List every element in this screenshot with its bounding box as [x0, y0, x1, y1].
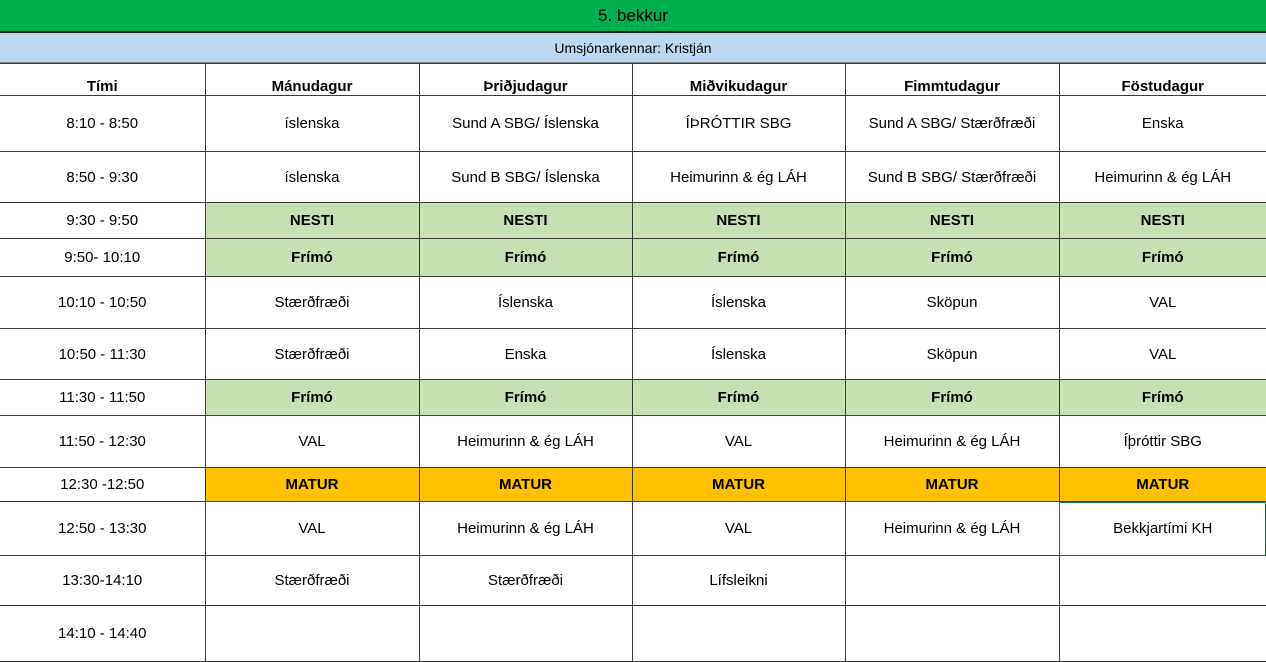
- schedule-cell[interactable]: VAL: [205, 416, 419, 468]
- schedule-cell[interactable]: ÍÞRÓTTIR SBG: [632, 96, 845, 152]
- time-cell[interactable]: 8:50 - 9:30: [0, 152, 205, 203]
- time-cell[interactable]: 14:10 - 14:40: [0, 606, 205, 662]
- schedule-cell[interactable]: VAL: [632, 416, 845, 468]
- schedule-cell[interactable]: Sund A SBG/ Stærðfræði: [845, 96, 1059, 152]
- schedule-cell[interactable]: Heimurinn & ég LÁH: [419, 502, 632, 556]
- schedule-cell[interactable]: Sköpun: [845, 329, 1059, 380]
- schedule-cell[interactable]: Heimurinn & ég LÁH: [845, 502, 1059, 556]
- snack-cell[interactable]: NESTI: [845, 203, 1059, 239]
- time-cell[interactable]: 11:30 - 11:50: [0, 380, 205, 416]
- header-thursday[interactable]: Fimmtudagur: [845, 64, 1059, 96]
- schedule-cell[interactable]: Íslenska: [632, 329, 845, 380]
- schedule-cell[interactable]: [205, 606, 419, 662]
- recess-cell[interactable]: Frímó: [632, 239, 845, 277]
- lunch-cell[interactable]: MATUR: [845, 468, 1059, 502]
- schedule-table: [0, 63, 1266, 662]
- schedule-cell[interactable]: Stærðfræði: [419, 556, 632, 606]
- snack-cell[interactable]: NESTI: [205, 203, 419, 239]
- schedule-cell[interactable]: [845, 556, 1059, 606]
- time-cell[interactable]: 9:50- 10:10: [0, 239, 205, 277]
- snack-cell[interactable]: NESTI: [419, 203, 632, 239]
- header-monday[interactable]: Mánudagur: [205, 64, 419, 96]
- schedule-cell[interactable]: [632, 606, 845, 662]
- header-wednesday[interactable]: Miðvikudagur: [632, 64, 845, 96]
- recess-cell[interactable]: Frímó: [845, 380, 1059, 416]
- schedule-row: [0, 502, 1266, 556]
- schedule-row: [0, 416, 1266, 468]
- schedule-cell[interactable]: Enska: [419, 329, 632, 380]
- schedule-cell[interactable]: VAL: [205, 502, 419, 556]
- lunch-row: [0, 468, 1266, 502]
- snack-cell[interactable]: NESTI: [632, 203, 845, 239]
- header-friday[interactable]: Föstudagur: [1059, 64, 1266, 96]
- time-cell[interactable]: 10:50 - 11:30: [0, 329, 205, 380]
- recess-row: [0, 380, 1266, 416]
- time-cell[interactable]: 8:10 - 8:50: [0, 96, 205, 152]
- schedule-cell[interactable]: Íþróttir SBG: [1059, 416, 1266, 468]
- time-cell[interactable]: 12:30 -12:50: [0, 468, 205, 502]
- selected-cell[interactable]: Bekkjartími KH: [1059, 502, 1266, 556]
- schedule-cell[interactable]: Íslenska: [419, 277, 632, 329]
- header-row: [0, 64, 1266, 96]
- schedule-cell[interactable]: [1059, 556, 1266, 606]
- header-tuesday[interactable]: Þriðjudagur: [419, 64, 632, 96]
- time-cell[interactable]: 10:10 - 10:50: [0, 277, 205, 329]
- schedule-row: [0, 329, 1266, 380]
- schedule-cell[interactable]: Sund B SBG/ Íslenska: [419, 152, 632, 203]
- schedule-cell[interactable]: Stærðfræði: [205, 556, 419, 606]
- recess-cell[interactable]: Frímó: [1059, 380, 1266, 416]
- schedule-cell[interactable]: Heimurinn & ég LÁH: [1059, 152, 1266, 203]
- schedule-row: [0, 277, 1266, 329]
- schedule-cell[interactable]: íslenska: [205, 152, 419, 203]
- snack-row: [0, 203, 1266, 239]
- lunch-cell[interactable]: MATUR: [632, 468, 845, 502]
- schedule-cell[interactable]: VAL: [632, 502, 845, 556]
- teacher-text: Umsjónarkennar: Kristján: [554, 39, 712, 56]
- schedule-cell[interactable]: Heimurinn & ég LÁH: [845, 416, 1059, 468]
- recess-cell[interactable]: Frímó: [205, 380, 419, 416]
- schedule-cell[interactable]: íslenska: [205, 96, 419, 152]
- schedule-cell[interactable]: VAL: [1059, 277, 1266, 329]
- time-cell[interactable]: 13:30-14:10: [0, 556, 205, 606]
- schedule-row: [0, 556, 1266, 606]
- schedule-cell[interactable]: Íslenska: [632, 277, 845, 329]
- schedule-cell[interactable]: Sund B SBG/ Stærðfræði: [845, 152, 1059, 203]
- teacher-banner: [0, 33, 1266, 63]
- timetable-title: [0, 0, 1266, 33]
- time-cell[interactable]: 12:50 - 13:30: [0, 502, 205, 556]
- schedule-cell[interactable]: [1059, 606, 1266, 662]
- schedule-cell[interactable]: [419, 606, 632, 662]
- lunch-cell[interactable]: MATUR: [419, 468, 632, 502]
- schedule-cell[interactable]: Sköpun: [845, 277, 1059, 329]
- schedule-cell[interactable]: Heimurinn & ég LÁH: [632, 152, 845, 203]
- recess-cell[interactable]: Frímó: [632, 380, 845, 416]
- recess-row: [0, 239, 1266, 277]
- recess-cell[interactable]: Frímó: [845, 239, 1059, 277]
- recess-cell[interactable]: Frímó: [205, 239, 419, 277]
- lunch-cell[interactable]: MATUR: [205, 468, 419, 502]
- schedule-cell[interactable]: Heimurinn & ég LÁH: [419, 416, 632, 468]
- time-cell[interactable]: 9:30 - 9:50: [0, 203, 205, 239]
- lunch-cell[interactable]: MATUR: [1059, 468, 1266, 502]
- title-text: 5. bekkur: [598, 5, 668, 25]
- schedule-row: [0, 606, 1266, 662]
- schedule-row: [0, 152, 1266, 203]
- schedule-row: [0, 96, 1266, 152]
- schedule-cell[interactable]: Stærðfræði: [205, 329, 419, 380]
- schedule-cell[interactable]: Sund A SBG/ Íslenska: [419, 96, 632, 152]
- header-time[interactable]: Tími: [0, 64, 205, 96]
- recess-cell[interactable]: Frímó: [419, 239, 632, 277]
- schedule-cell[interactable]: Enska: [1059, 96, 1266, 152]
- schedule-cell[interactable]: Stærðfræði: [205, 277, 419, 329]
- schedule-cell[interactable]: [845, 606, 1059, 662]
- schedule-cell[interactable]: Lífsleikni: [632, 556, 845, 606]
- recess-cell[interactable]: Frímó: [419, 380, 632, 416]
- time-cell[interactable]: 11:50 - 12:30: [0, 416, 205, 468]
- schedule-cell[interactable]: VAL: [1059, 329, 1266, 380]
- recess-cell[interactable]: Frímó: [1059, 239, 1266, 277]
- snack-cell[interactable]: NESTI: [1059, 203, 1266, 239]
